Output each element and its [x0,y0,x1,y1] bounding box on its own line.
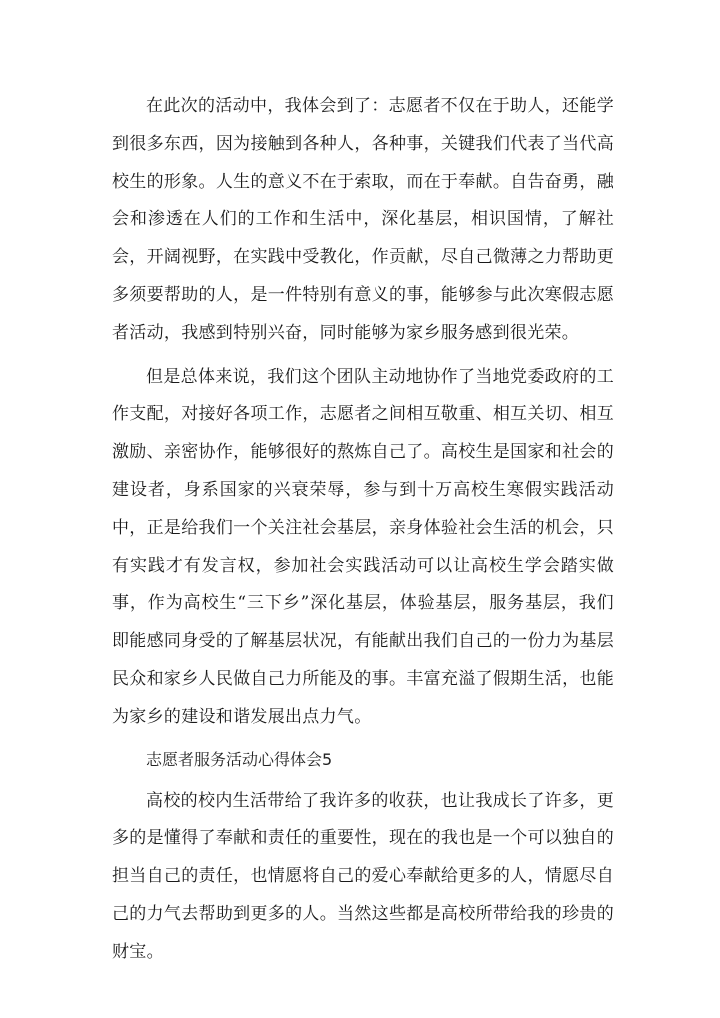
paragraph-campus-life: 高校的校内生活带给了我许多的收获，也让我成长了许多，更多的是懂得了奉献和责任的重要性，现在的我也是一个可以独自的担当自己的责任，也情愿将自己的爱心奉献给更多的人，情愿尽自己的力气去帮助到更多的人。当然这些都是高校所带给我的珍贵的财宝。 [112,790,614,962]
paragraph-team-summary: 但是总体来说，我们这个团队主动地协作了当地党委政府的工作支配，对接好各项工作，志愿者之间相互敬重、相互关切、相互激励、亲密协作，能够很好的熬炼自己了。高校生是国家和社会的建设者，身系国家的兴衰荣辱，参与到十万高校生寒假实践活动中，正是给我们一个关注社会基层，亲身体验社会生活的机会，只有实践才有发言权，参加社会实践活动可以让高校生学会踏实做事，作为高校生“三下乡”深化基层，体验基层，服务基层，我们即能感同身受的了解基层状况，有能献出我们自己的一份力为基层民众和家乡人民做自己力所能及的事。丰富充溢了假期生活，也能为家乡的建设和谐发展出点力气。 [112,366,614,727]
section-heading: 志愿者服务活动心得体会5 [146,749,333,769]
paragraph-activity-reflection: 在此次的活动中，我体会到了：志愿者不仅在于助人，还能学到很多东西，因为接触到各种人，各种事，关键我们代表了当代高校生的形象。人生的意义不在于索取，而在于奉献。自告奋勇，融会和渗透在人们的工作和生活中，深化基层，相识国情，了解社会，开阔视野，在实践中受教化，作贡献，尽自己微薄之力帮助更多须要帮助的人，是一件特别有意义的事，能够参与此次寒假志愿者活动，我感到特别兴奋，同时能够为家乡服务感到很光荣。 [112,96,614,343]
document-body [112,88,614,978]
